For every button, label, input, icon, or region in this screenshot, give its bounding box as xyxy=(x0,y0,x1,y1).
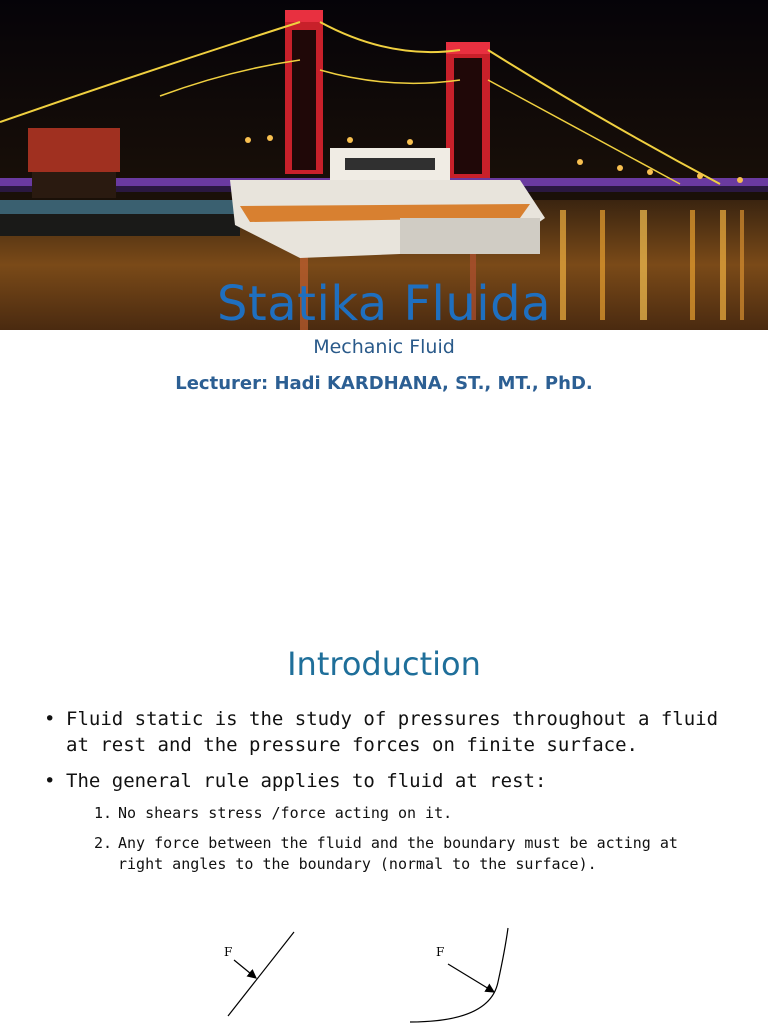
slide-title: Statika Fluida xyxy=(216,276,552,332)
force-diagram-svg xyxy=(0,920,768,1024)
numbered-list xyxy=(94,803,714,884)
slide-subtitle: Mechanic Fluid xyxy=(313,336,455,358)
left-force-arrow xyxy=(234,960,256,978)
item-number: 1. xyxy=(94,804,113,822)
bullet-marker: • xyxy=(44,770,56,792)
curved-boundary-line xyxy=(410,928,508,1022)
item-text: Any force between the fluid and the boundary must be acting at right angles to the boundary (normal to the surface). xyxy=(118,834,678,873)
right-force-arrow xyxy=(448,964,494,992)
item-text: No shears stress /force acting on it. xyxy=(118,804,453,822)
bullet-item xyxy=(44,768,724,794)
right-force-label: F xyxy=(436,945,445,959)
left-force-label: F xyxy=(224,945,233,959)
bullet-list xyxy=(44,706,724,804)
normal-force-diagram xyxy=(0,920,768,1024)
numbered-item xyxy=(94,803,714,824)
introduction-heading: Introduction xyxy=(287,645,481,683)
straight-boundary-line xyxy=(228,932,294,1016)
lecturer-line: Lecturer: Hadi KARDHANA, ST., MT., PhD. xyxy=(175,373,593,394)
numbered-item xyxy=(94,833,714,875)
item-number: 2. xyxy=(94,834,113,852)
bullet-marker: • xyxy=(44,708,56,730)
bullet-item xyxy=(44,706,724,758)
bullet-text: Fluid static is the study of pressures throughout a fluid at rest and the pressure forces on finite surface. xyxy=(66,708,719,756)
bullet-text: The general rule applies to fluid at rest: xyxy=(66,770,547,792)
